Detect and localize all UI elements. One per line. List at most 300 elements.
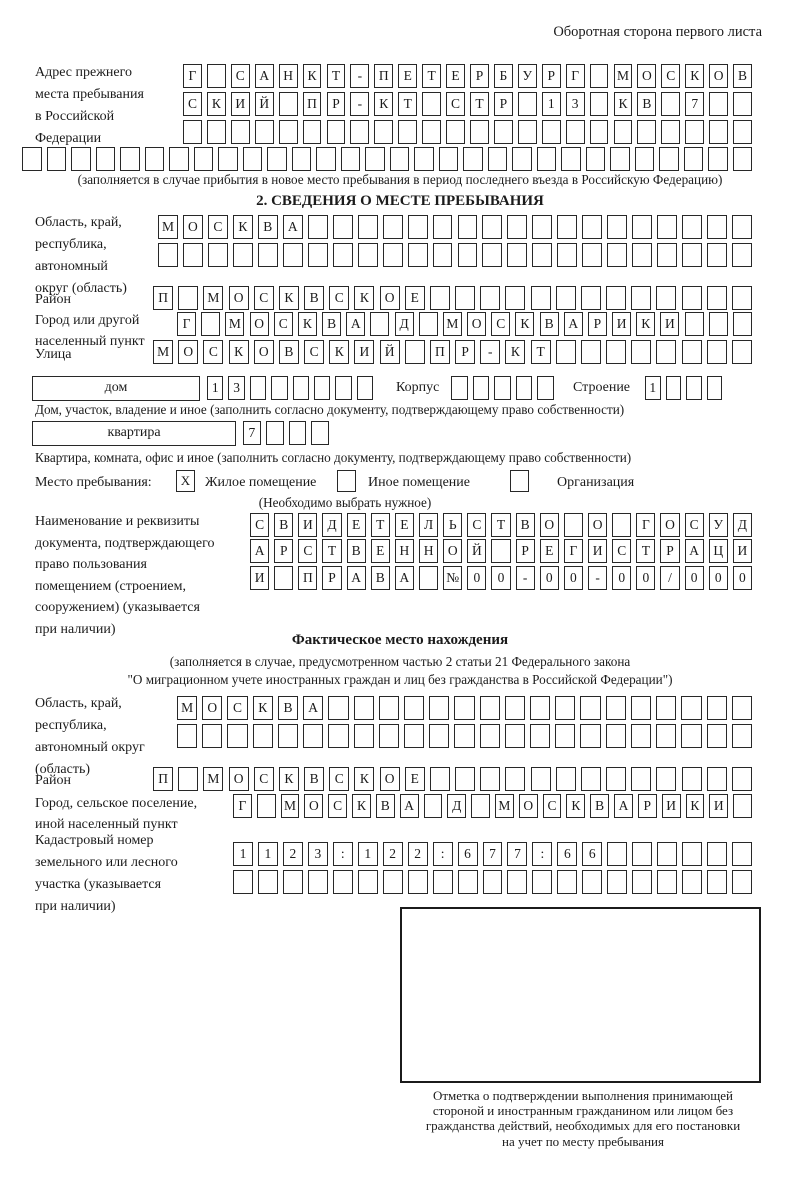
char-cell[interactable] bbox=[404, 724, 424, 748]
char-cell[interactable]: М bbox=[614, 64, 633, 88]
char-cell[interactable]: П bbox=[153, 286, 173, 310]
char-cell[interactable] bbox=[707, 215, 727, 239]
char-cell[interactable] bbox=[258, 243, 278, 267]
char-cell[interactable] bbox=[145, 147, 165, 171]
char-cell[interactable] bbox=[96, 147, 116, 171]
char-cell[interactable]: Д bbox=[322, 513, 341, 537]
char-cell[interactable]: С bbox=[254, 767, 274, 791]
char-cell[interactable]: 1 bbox=[258, 842, 278, 866]
char-cell[interactable] bbox=[408, 243, 428, 267]
char-cell[interactable] bbox=[333, 870, 353, 894]
char-cell[interactable]: Л bbox=[419, 513, 438, 537]
char-cell[interactable]: О bbox=[250, 312, 269, 336]
char-cell[interactable] bbox=[314, 376, 330, 400]
char-cell[interactable] bbox=[557, 243, 577, 267]
char-cell[interactable] bbox=[451, 376, 468, 400]
char-cell[interactable]: Р bbox=[274, 539, 293, 563]
char-cell[interactable] bbox=[661, 120, 680, 144]
char-cell[interactable]: Д bbox=[733, 513, 752, 537]
char-cell[interactable]: К bbox=[233, 215, 253, 239]
char-cell[interactable]: - bbox=[350, 92, 369, 116]
char-cell[interactable]: Б bbox=[494, 64, 513, 88]
char-cell[interactable] bbox=[707, 286, 727, 310]
char-cell[interactable] bbox=[422, 120, 441, 144]
char-cell[interactable]: Т bbox=[531, 340, 551, 364]
char-cell[interactable]: О bbox=[380, 767, 400, 791]
char-cell[interactable]: К bbox=[303, 64, 322, 88]
char-cell[interactable]: О bbox=[660, 513, 679, 537]
char-cell[interactable] bbox=[430, 767, 450, 791]
char-cell[interactable] bbox=[47, 147, 67, 171]
char-cell[interactable] bbox=[606, 696, 626, 720]
char-cell[interactable] bbox=[532, 215, 552, 239]
char-cell[interactable]: Т bbox=[327, 64, 346, 88]
char-cell[interactable] bbox=[656, 340, 676, 364]
char-cell[interactable] bbox=[606, 767, 626, 791]
char-cell[interactable] bbox=[709, 120, 728, 144]
char-cell[interactable]: У bbox=[518, 64, 537, 88]
char-cell[interactable]: К bbox=[686, 794, 705, 818]
char-cell[interactable]: 0 bbox=[467, 566, 486, 590]
char-cell[interactable] bbox=[328, 696, 348, 720]
char-cell[interactable]: 3 bbox=[228, 376, 244, 400]
char-cell[interactable] bbox=[454, 696, 474, 720]
char-cell[interactable] bbox=[71, 147, 91, 171]
char-cell[interactable]: Е bbox=[347, 513, 366, 537]
char-cell[interactable]: Е bbox=[371, 539, 390, 563]
char-cell[interactable] bbox=[507, 215, 527, 239]
char-cell[interactable] bbox=[120, 147, 140, 171]
char-cell[interactable]: К bbox=[207, 92, 226, 116]
char-cell[interactable] bbox=[612, 513, 631, 537]
char-cell[interactable]: 7 bbox=[507, 842, 527, 866]
char-cell[interactable]: К bbox=[298, 312, 317, 336]
char-cell[interactable] bbox=[169, 147, 189, 171]
char-cell[interactable] bbox=[473, 376, 490, 400]
char-cell[interactable] bbox=[516, 376, 533, 400]
char-cell[interactable]: 0 bbox=[733, 566, 752, 590]
char-cell[interactable]: 7 bbox=[483, 842, 503, 866]
char-cell[interactable] bbox=[707, 243, 727, 267]
char-cell[interactable] bbox=[505, 286, 525, 310]
char-cell[interactable]: И bbox=[588, 539, 607, 563]
char-cell[interactable]: С bbox=[227, 696, 247, 720]
char-cell[interactable] bbox=[733, 92, 752, 116]
char-cell[interactable]: У bbox=[709, 513, 728, 537]
char-cell[interactable] bbox=[303, 120, 322, 144]
char-cell[interactable] bbox=[283, 870, 303, 894]
char-cell[interactable] bbox=[531, 767, 551, 791]
char-cell[interactable] bbox=[581, 767, 601, 791]
char-cell[interactable] bbox=[491, 539, 510, 563]
char-cell[interactable] bbox=[327, 120, 346, 144]
char-cell[interactable]: О bbox=[202, 696, 222, 720]
char-cell[interactable] bbox=[458, 870, 478, 894]
char-cell[interactable]: А bbox=[685, 539, 704, 563]
char-cell[interactable] bbox=[289, 421, 307, 445]
char-cell[interactable]: М bbox=[158, 215, 178, 239]
char-cell[interactable] bbox=[732, 767, 752, 791]
char-cell[interactable]: А bbox=[303, 696, 323, 720]
char-cell[interactable] bbox=[632, 243, 652, 267]
char-cell[interactable] bbox=[531, 286, 551, 310]
char-cell[interactable] bbox=[631, 696, 651, 720]
char-cell[interactable] bbox=[656, 286, 676, 310]
char-cell[interactable] bbox=[581, 340, 601, 364]
char-cell[interactable]: 3 bbox=[308, 842, 328, 866]
char-cell[interactable] bbox=[586, 147, 606, 171]
char-cell[interactable] bbox=[424, 794, 443, 818]
char-cell[interactable]: М bbox=[225, 312, 244, 336]
char-cell[interactable]: С bbox=[685, 513, 704, 537]
char-cell[interactable] bbox=[433, 870, 453, 894]
char-cell[interactable] bbox=[582, 870, 602, 894]
char-cell[interactable]: : bbox=[433, 842, 453, 866]
char-cell[interactable]: Е bbox=[540, 539, 559, 563]
char-cell[interactable] bbox=[530, 696, 550, 720]
char-cell[interactable] bbox=[429, 724, 449, 748]
char-cell[interactable] bbox=[707, 696, 727, 720]
char-cell[interactable] bbox=[358, 243, 378, 267]
char-cell[interactable] bbox=[681, 724, 701, 748]
char-cell[interactable]: О bbox=[519, 794, 538, 818]
char-cell[interactable] bbox=[470, 120, 489, 144]
char-cell[interactable] bbox=[685, 120, 704, 144]
char-cell[interactable] bbox=[408, 215, 428, 239]
char-cell[interactable]: В bbox=[376, 794, 395, 818]
char-cell[interactable] bbox=[732, 286, 752, 310]
char-cell[interactable]: Н bbox=[395, 539, 414, 563]
char-cell[interactable] bbox=[471, 794, 490, 818]
char-cell[interactable] bbox=[657, 842, 677, 866]
char-cell[interactable] bbox=[419, 566, 438, 590]
char-cell[interactable]: Д bbox=[447, 794, 466, 818]
char-cell[interactable]: Й bbox=[467, 539, 486, 563]
char-cell[interactable] bbox=[183, 120, 202, 144]
checkbox-zhiloe[interactable]: X bbox=[176, 470, 195, 492]
char-cell[interactable] bbox=[308, 215, 328, 239]
char-cell[interactable]: С bbox=[231, 64, 250, 88]
char-cell[interactable] bbox=[354, 724, 374, 748]
char-cell[interactable] bbox=[494, 120, 513, 144]
char-cell[interactable] bbox=[201, 312, 220, 336]
char-cell[interactable]: О bbox=[637, 64, 656, 88]
char-cell[interactable]: В bbox=[278, 696, 298, 720]
char-cell[interactable]: 0 bbox=[636, 566, 655, 590]
char-cell[interactable] bbox=[350, 120, 369, 144]
char-cell[interactable] bbox=[255, 120, 274, 144]
char-cell[interactable] bbox=[657, 243, 677, 267]
char-cell[interactable] bbox=[542, 120, 561, 144]
char-cell[interactable]: Н bbox=[419, 539, 438, 563]
char-cell[interactable] bbox=[537, 376, 554, 400]
char-cell[interactable] bbox=[483, 870, 503, 894]
char-cell[interactable]: И bbox=[298, 513, 317, 537]
char-cell[interactable]: 6 bbox=[582, 842, 602, 866]
char-cell[interactable] bbox=[666, 376, 682, 400]
char-cell[interactable]: 7 bbox=[243, 421, 261, 445]
char-cell[interactable] bbox=[507, 243, 527, 267]
char-cell[interactable] bbox=[231, 120, 250, 144]
char-cell[interactable] bbox=[194, 147, 214, 171]
char-cell[interactable]: В bbox=[733, 64, 752, 88]
char-cell[interactable]: 2 bbox=[383, 842, 403, 866]
char-cell[interactable]: М bbox=[203, 286, 223, 310]
char-cell[interactable] bbox=[537, 147, 557, 171]
char-cell[interactable] bbox=[22, 147, 42, 171]
char-cell[interactable]: П bbox=[430, 340, 450, 364]
char-cell[interactable]: С bbox=[183, 92, 202, 116]
char-cell[interactable]: : bbox=[532, 842, 552, 866]
char-cell[interactable] bbox=[408, 870, 428, 894]
char-cell[interactable]: К bbox=[515, 312, 534, 336]
char-cell[interactable] bbox=[733, 312, 752, 336]
char-cell[interactable] bbox=[258, 870, 278, 894]
char-cell[interactable] bbox=[580, 724, 600, 748]
char-cell[interactable]: Т bbox=[491, 513, 510, 537]
char-cell[interactable]: - bbox=[350, 64, 369, 88]
char-cell[interactable] bbox=[414, 147, 434, 171]
char-cell[interactable] bbox=[365, 147, 385, 171]
char-cell[interactable]: М bbox=[177, 696, 197, 720]
char-cell[interactable]: А bbox=[395, 566, 414, 590]
char-cell[interactable] bbox=[631, 767, 651, 791]
char-cell[interactable]: Г bbox=[564, 539, 583, 563]
char-cell[interactable]: К bbox=[279, 286, 299, 310]
char-cell[interactable]: Г bbox=[183, 64, 202, 88]
char-cell[interactable] bbox=[480, 286, 500, 310]
char-cell[interactable]: О bbox=[588, 513, 607, 537]
char-cell[interactable]: К bbox=[685, 64, 704, 88]
char-cell[interactable]: С bbox=[304, 340, 324, 364]
char-cell[interactable]: С bbox=[250, 513, 269, 537]
char-cell[interactable]: Т bbox=[398, 92, 417, 116]
char-cell[interactable]: А bbox=[250, 539, 269, 563]
char-cell[interactable]: К bbox=[505, 340, 525, 364]
char-cell[interactable] bbox=[518, 120, 537, 144]
char-cell[interactable] bbox=[732, 696, 752, 720]
char-cell[interactable]: 6 bbox=[458, 842, 478, 866]
char-cell[interactable]: О bbox=[443, 539, 462, 563]
char-cell[interactable]: И bbox=[660, 312, 679, 336]
char-cell[interactable] bbox=[383, 870, 403, 894]
char-cell[interactable]: 0 bbox=[709, 566, 728, 590]
char-cell[interactable] bbox=[709, 92, 728, 116]
char-cell[interactable]: И bbox=[709, 794, 728, 818]
char-cell[interactable] bbox=[631, 724, 651, 748]
char-cell[interactable] bbox=[732, 870, 752, 894]
char-cell[interactable] bbox=[333, 215, 353, 239]
char-cell[interactable] bbox=[709, 312, 728, 336]
char-cell[interactable]: О bbox=[229, 767, 249, 791]
char-cell[interactable] bbox=[430, 286, 450, 310]
char-cell[interactable] bbox=[383, 215, 403, 239]
char-cell[interactable] bbox=[454, 724, 474, 748]
char-cell[interactable]: О bbox=[380, 286, 400, 310]
char-cell[interactable]: В bbox=[590, 794, 609, 818]
char-cell[interactable]: Й bbox=[255, 92, 274, 116]
char-cell[interactable]: Д bbox=[395, 312, 414, 336]
char-cell[interactable] bbox=[358, 215, 378, 239]
char-cell[interactable] bbox=[637, 120, 656, 144]
char-cell[interactable]: К bbox=[329, 340, 349, 364]
char-cell[interactable] bbox=[582, 215, 602, 239]
char-cell[interactable]: Г bbox=[233, 794, 252, 818]
char-cell[interactable] bbox=[606, 340, 626, 364]
char-cell[interactable]: Р bbox=[322, 566, 341, 590]
char-cell[interactable]: Е bbox=[398, 64, 417, 88]
char-cell[interactable]: С bbox=[329, 767, 349, 791]
char-cell[interactable]: С bbox=[203, 340, 223, 364]
char-cell[interactable] bbox=[458, 243, 478, 267]
char-cell[interactable]: В bbox=[347, 539, 366, 563]
char-cell[interactable] bbox=[684, 147, 704, 171]
char-cell[interactable] bbox=[183, 243, 203, 267]
char-cell[interactable] bbox=[707, 340, 727, 364]
char-cell[interactable] bbox=[512, 147, 532, 171]
char-cell[interactable]: С bbox=[274, 312, 293, 336]
char-cell[interactable]: Р bbox=[516, 539, 535, 563]
char-cell[interactable]: А bbox=[283, 215, 303, 239]
char-cell[interactable] bbox=[207, 64, 226, 88]
char-cell[interactable] bbox=[207, 120, 226, 144]
char-cell[interactable]: И bbox=[231, 92, 250, 116]
char-cell[interactable] bbox=[482, 243, 502, 267]
char-cell[interactable] bbox=[632, 215, 652, 239]
char-cell[interactable] bbox=[271, 376, 287, 400]
char-cell[interactable]: О bbox=[254, 340, 274, 364]
char-cell[interactable]: И bbox=[733, 539, 752, 563]
char-cell[interactable] bbox=[178, 767, 198, 791]
char-cell[interactable] bbox=[505, 767, 525, 791]
char-cell[interactable] bbox=[422, 92, 441, 116]
char-cell[interactable]: - bbox=[480, 340, 500, 364]
char-cell[interactable] bbox=[557, 215, 577, 239]
char-cell[interactable] bbox=[657, 870, 677, 894]
char-cell[interactable] bbox=[707, 767, 727, 791]
char-cell[interactable] bbox=[433, 215, 453, 239]
char-cell[interactable]: К bbox=[354, 767, 374, 791]
char-cell[interactable]: В bbox=[322, 312, 341, 336]
char-cell[interactable]: И bbox=[354, 340, 374, 364]
char-cell[interactable]: С bbox=[329, 286, 349, 310]
char-cell[interactable] bbox=[482, 215, 502, 239]
char-cell[interactable] bbox=[556, 767, 576, 791]
char-cell[interactable]: 0 bbox=[540, 566, 559, 590]
char-cell[interactable]: С bbox=[254, 286, 274, 310]
house-type-box[interactable]: дом bbox=[32, 376, 200, 401]
apartment-type-box[interactable]: квартира bbox=[32, 421, 236, 446]
char-cell[interactable] bbox=[177, 724, 197, 748]
char-cell[interactable]: В bbox=[371, 566, 390, 590]
char-cell[interactable] bbox=[682, 767, 702, 791]
char-cell[interactable] bbox=[733, 120, 752, 144]
char-cell[interactable]: С bbox=[491, 312, 510, 336]
checkbox-organizatsiya[interactable] bbox=[510, 470, 529, 492]
char-cell[interactable]: № bbox=[443, 566, 462, 590]
char-cell[interactable] bbox=[732, 215, 752, 239]
char-cell[interactable] bbox=[311, 421, 329, 445]
char-cell[interactable] bbox=[374, 120, 393, 144]
char-cell[interactable]: Й bbox=[380, 340, 400, 364]
char-cell[interactable]: В bbox=[540, 312, 559, 336]
char-cell[interactable] bbox=[308, 870, 328, 894]
char-cell[interactable]: / bbox=[660, 566, 679, 590]
char-cell[interactable]: О bbox=[540, 513, 559, 537]
char-cell[interactable] bbox=[398, 120, 417, 144]
char-cell[interactable]: А bbox=[400, 794, 419, 818]
char-cell[interactable]: К bbox=[229, 340, 249, 364]
char-cell[interactable]: 1 bbox=[233, 842, 253, 866]
char-cell[interactable]: О bbox=[183, 215, 203, 239]
char-cell[interactable]: И bbox=[662, 794, 681, 818]
char-cell[interactable] bbox=[208, 243, 228, 267]
char-cell[interactable] bbox=[606, 286, 626, 310]
char-cell[interactable] bbox=[455, 767, 475, 791]
char-cell[interactable] bbox=[404, 696, 424, 720]
char-cell[interactable] bbox=[316, 147, 336, 171]
char-cell[interactable] bbox=[556, 340, 576, 364]
char-cell[interactable] bbox=[429, 696, 449, 720]
char-cell[interactable] bbox=[308, 243, 328, 267]
char-cell[interactable] bbox=[656, 696, 676, 720]
char-cell[interactable]: 1 bbox=[358, 842, 378, 866]
char-cell[interactable]: 7 bbox=[685, 92, 704, 116]
char-cell[interactable] bbox=[733, 794, 752, 818]
char-cell[interactable] bbox=[278, 724, 298, 748]
char-cell[interactable] bbox=[357, 376, 373, 400]
char-cell[interactable] bbox=[405, 340, 425, 364]
char-cell[interactable] bbox=[682, 215, 702, 239]
char-cell[interactable] bbox=[590, 92, 609, 116]
char-cell[interactable] bbox=[480, 696, 500, 720]
char-cell[interactable]: А bbox=[255, 64, 274, 88]
char-cell[interactable]: К bbox=[636, 312, 655, 336]
char-cell[interactable]: О bbox=[178, 340, 198, 364]
char-cell[interactable] bbox=[335, 376, 351, 400]
char-cell[interactable]: В bbox=[258, 215, 278, 239]
char-cell[interactable]: К bbox=[614, 92, 633, 116]
char-cell[interactable] bbox=[341, 147, 361, 171]
char-cell[interactable]: С bbox=[661, 64, 680, 88]
char-cell[interactable] bbox=[635, 147, 655, 171]
char-cell[interactable] bbox=[581, 286, 601, 310]
char-cell[interactable]: 6 bbox=[557, 842, 577, 866]
char-cell[interactable]: Ь bbox=[443, 513, 462, 537]
char-cell[interactable]: Е bbox=[395, 513, 414, 537]
char-cell[interactable]: - bbox=[588, 566, 607, 590]
char-cell[interactable]: Н bbox=[279, 64, 298, 88]
char-cell[interactable] bbox=[293, 376, 309, 400]
char-cell[interactable]: Г bbox=[566, 64, 585, 88]
char-cell[interactable] bbox=[253, 724, 273, 748]
char-cell[interactable] bbox=[631, 286, 651, 310]
char-cell[interactable] bbox=[419, 312, 438, 336]
char-cell[interactable] bbox=[227, 724, 247, 748]
char-cell[interactable] bbox=[566, 120, 585, 144]
char-cell[interactable]: 0 bbox=[564, 566, 583, 590]
char-cell[interactable] bbox=[458, 215, 478, 239]
char-cell[interactable] bbox=[656, 724, 676, 748]
char-cell[interactable] bbox=[661, 92, 680, 116]
char-cell[interactable]: Р bbox=[455, 340, 475, 364]
char-cell[interactable]: 0 bbox=[685, 566, 704, 590]
char-cell[interactable] bbox=[292, 147, 312, 171]
char-cell[interactable]: К bbox=[354, 286, 374, 310]
char-cell[interactable]: С bbox=[467, 513, 486, 537]
char-cell[interactable] bbox=[632, 870, 652, 894]
char-cell[interactable] bbox=[439, 147, 459, 171]
